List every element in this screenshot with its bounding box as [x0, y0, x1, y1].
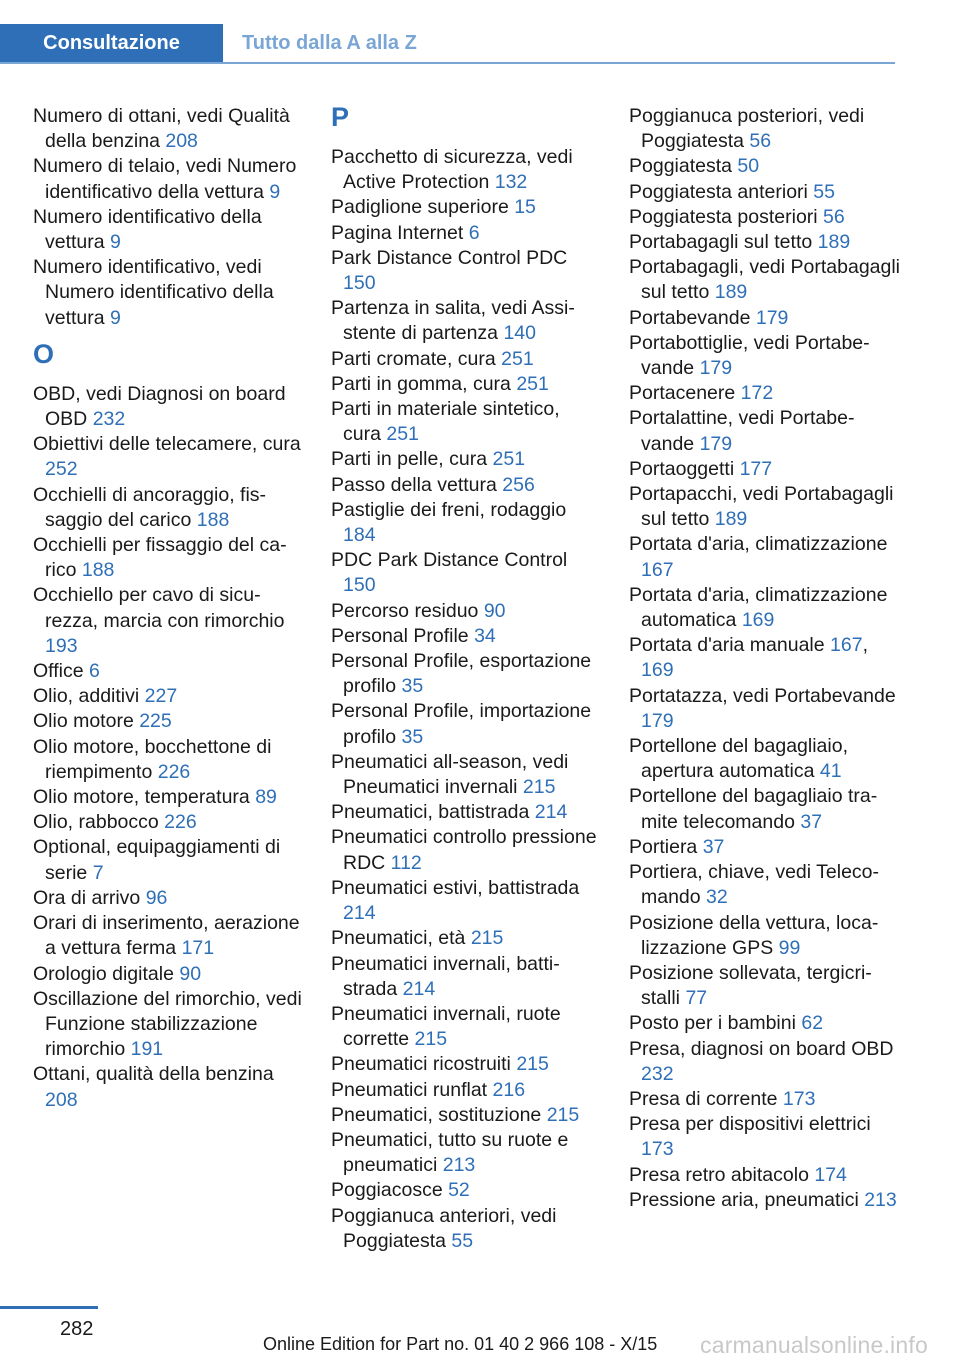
- index-entry: [629, 734, 901, 784]
- index-entry-text: Poggianuca posteriori, vedi Poggiatesta: [629, 105, 865, 153]
- index-entry: [331, 699, 603, 749]
- index-entry-text: Personal Profile, importazione profilo: [331, 700, 592, 748]
- index-column-2: [331, 104, 603, 1254]
- index-entry-text: Pneumatici, battistrada: [331, 801, 535, 824]
- index-entry: [33, 987, 305, 1063]
- index-entry-text: Padiglione superiore: [331, 196, 515, 219]
- index-entry: [33, 533, 305, 583]
- page-reference-link[interactable]: 32: [706, 886, 728, 909]
- page-reference-link[interactable]: 214: [534, 801, 568, 824]
- page-reference-link[interactable]: 179: [699, 432, 733, 455]
- index-entry-text: Pneumatici invernali, battistrada: [331, 952, 560, 1000]
- page-reference-link[interactable]: 215: [516, 1053, 549, 1076]
- page-reference-link[interactable]: 179: [755, 306, 789, 329]
- page-reference-link[interactable]: 189: [714, 508, 748, 531]
- edition-note: Online Edition for Part no. 01 40 2 966 108 - X/15: [263, 1334, 658, 1354]
- index-entry-text: Ora di arrivo: [33, 886, 146, 909]
- index-entry-text: Presa retro abitacolo: [629, 1163, 815, 1186]
- page-header: [0, 24, 895, 64]
- index-entry-text: Portabagagli sul tetto: [629, 231, 818, 254]
- page-number: 282: [60, 1318, 94, 1340]
- page-reference-link[interactable]: 6: [468, 221, 480, 244]
- index-entry-text: Parti cromate, cura: [331, 347, 502, 370]
- index-entry: [33, 432, 305, 482]
- index-entry: [331, 447, 603, 472]
- index-entry-text: Poggiatesta posteriori: [629, 205, 824, 228]
- page-reference-link[interactable]: 173: [641, 1138, 674, 1161]
- index-entry: [331, 145, 603, 195]
- index-entry: [629, 1011, 901, 1036]
- index-entry: Portata d'aria manuale 167, 169: [629, 634, 868, 682]
- page-reference-link[interactable]: 41: [819, 760, 842, 783]
- index-entry-text: Pneumatici ricostruiti: [331, 1053, 517, 1076]
- index-entry-text: Portata d'aria, climatizzazione automatica: [629, 583, 888, 632]
- page-reference-link[interactable]: 227: [144, 685, 178, 708]
- index-entry: [331, 397, 603, 447]
- index-entry: [331, 473, 603, 498]
- index-entry-text: Posto per i bambini: [629, 1012, 802, 1035]
- index-entry: [33, 382, 305, 432]
- index-entry: [629, 835, 901, 860]
- page-reference-link[interactable]: 215: [414, 1028, 448, 1051]
- page-reference-link[interactable]: 251: [516, 372, 549, 395]
- footer-rule: [0, 1306, 98, 1309]
- index-entry: [629, 406, 901, 456]
- index-entry-text: Portalattine, vedi Portabevande: [629, 407, 855, 455]
- index-entry: [629, 457, 901, 482]
- index-entry-text: Pressione aria, pneumatici: [629, 1188, 865, 1211]
- index-entry: [33, 659, 305, 684]
- index-entry: [629, 1087, 901, 1112]
- index-entry: [629, 684, 901, 734]
- page-reference-link[interactable]: 37: [800, 810, 823, 833]
- index-entry-text: Portapacchi, vedi Portabagagli sul tetto: [629, 483, 894, 531]
- page-reference-link[interactable]: 9: [269, 180, 281, 203]
- index-entry: [629, 482, 901, 532]
- index-entry: [33, 205, 305, 255]
- index-entry-text: Poggianuca anteriori, vedi Poggiatesta: [331, 1204, 557, 1252]
- page-reference-link[interactable]: 189: [714, 281, 748, 304]
- index-entry-text: Presa per dispositivi elettrici: [629, 1113, 871, 1136]
- page-reference-link[interactable]: 99: [778, 936, 801, 959]
- page-reference-link[interactable]: 62: [801, 1012, 824, 1035]
- index-entry: [331, 347, 603, 372]
- index-entry-text: Pneumatici, sostituzione: [331, 1103, 547, 1126]
- page-reference-link[interactable]: 96: [145, 886, 168, 909]
- index-entry-text: Ottani, qualità della benzina: [33, 1063, 274, 1086]
- index-entry: [331, 246, 603, 296]
- index-entry: [33, 709, 305, 734]
- index-entry-text: Parti in gomma, cura: [331, 372, 517, 395]
- index-entry: [629, 230, 901, 255]
- index-entry: [33, 785, 305, 810]
- index-entry: [33, 483, 305, 533]
- page-reference-link[interactable]: 216: [492, 1078, 526, 1101]
- page-reference-link[interactable]: 208: [165, 130, 198, 153]
- index-entry: [331, 1002, 603, 1052]
- page-reference-link[interactable]: 35: [401, 675, 424, 698]
- page-reference-link[interactable]: 7: [92, 861, 104, 884]
- page-reference-link[interactable]: 9: [110, 231, 121, 254]
- index-entry: [33, 735, 305, 785]
- index-entry: [331, 1103, 603, 1128]
- index-entry: [331, 1128, 603, 1178]
- page-reference-link[interactable]: 167: [830, 634, 863, 657]
- index-entry-text: Pneumatici controllo pressione RDC: [331, 826, 597, 874]
- page-reference-link[interactable]: 251: [492, 448, 526, 471]
- index-entry-text: Personal Profile: [331, 624, 475, 647]
- index-entry: [629, 1163, 901, 1188]
- index-entry: [33, 684, 305, 709]
- page-reference-link[interactable]: 215: [546, 1103, 580, 1126]
- page-reference-link[interactable]: 215: [522, 776, 556, 799]
- index-entry: [629, 961, 901, 1011]
- index-entry: [629, 255, 901, 305]
- index-entry: [331, 750, 603, 800]
- index-entry: [331, 498, 603, 548]
- index-entry-text: Portata d'aria manuale: [629, 634, 831, 657]
- index-entry-text: Olio, additivi: [33, 685, 145, 708]
- index-entry: [33, 583, 305, 659]
- index-entry-text: Posizione della vettura, localizzazione GPS: [629, 911, 879, 959]
- page-reference-link[interactable]: 140: [503, 322, 536, 345]
- index-entry-text: Occhielli per fissaggio del carico: [33, 534, 287, 582]
- page-reference-link[interactable]: 55: [813, 180, 835, 203]
- index-entry: [629, 331, 901, 381]
- index-entry-text: Orologio digitale: [33, 962, 180, 985]
- page-reference-link[interactable]: 150: [343, 272, 376, 295]
- index-entry-text: Poggiatesta: [629, 155, 738, 178]
- index-entry-text: OBD, vedi Diagnosi on board OBD: [33, 382, 286, 431]
- page-reference-link[interactable]: 226: [157, 760, 191, 783]
- page-reference-link[interactable]: 77: [685, 987, 708, 1010]
- index-entry: [33, 154, 305, 204]
- index-entry-text: Pneumatici invernali, ruote corrette: [331, 1002, 561, 1051]
- page-reference-link[interactable]: 188: [196, 508, 230, 531]
- index-entry: [629, 1188, 901, 1213]
- index-column-1: [33, 104, 305, 1113]
- index-entry: [629, 911, 901, 961]
- page-reference-link[interactable]: 169: [741, 609, 775, 632]
- index-entry-text: Numero identificativo della vettura: [33, 205, 262, 254]
- page-reference-link[interactable]: 256: [502, 473, 535, 496]
- page-reference-link[interactable]: 6: [89, 660, 100, 683]
- index-entry: [331, 599, 603, 624]
- index-entry-text: Parti in materiale sintetico, cura: [331, 398, 560, 446]
- page-reference-link[interactable]: 173: [782, 1087, 816, 1110]
- index-entry: [331, 1052, 603, 1077]
- page-reference-link[interactable]: 172: [740, 382, 774, 405]
- page-reference-link[interactable]: 35: [401, 725, 424, 748]
- index-entry: [33, 835, 305, 885]
- index-entry: [629, 784, 901, 834]
- index-entry: [331, 800, 603, 825]
- page-reference-link[interactable]: 9: [110, 306, 121, 329]
- index-entry: [331, 548, 603, 598]
- index-entry-text: Portabottiglie, vedi Portabevande: [629, 331, 870, 380]
- index-entry-text: Poggiatesta anteriori: [629, 180, 814, 203]
- index-entry: [331, 296, 603, 346]
- index-entry-text: Portaoggetti: [629, 457, 740, 480]
- page-reference-link[interactable]: 179: [699, 357, 733, 380]
- index-entry: [629, 1037, 901, 1087]
- page-reference-link[interactable]: 37: [702, 835, 725, 858]
- index-entry-text: Portellone del bagagliaio tramite telecomando: [629, 785, 878, 833]
- index-entry-text: Passo della vettura: [331, 473, 503, 496]
- index-entry: [629, 583, 901, 633]
- index-entry-text: Pacchetto di sicurezza, vedi Active Protection: [331, 146, 573, 194]
- page-reference-link[interactable]: 191: [130, 1038, 164, 1061]
- page-reference-link[interactable]: 150: [343, 574, 376, 597]
- index-entry: [331, 825, 603, 875]
- index-entry-text: Numero identificativo, vedi Numero identificativo della vettura: [33, 256, 274, 329]
- page-reference-link[interactable]: 34: [474, 624, 496, 647]
- index-entry-text: Office: [33, 660, 89, 683]
- page-reference-link[interactable]: 52: [448, 1179, 470, 1202]
- page-reference-link[interactable]: 232: [92, 408, 126, 431]
- index-entry-text: PDC Park Distance Control: [331, 549, 568, 572]
- index-entry-text: Olio, rabbocco: [33, 811, 165, 834]
- index-entry: [33, 886, 305, 911]
- index-entry-text: Pneumatici estivi, battistrada: [331, 876, 580, 899]
- page-reference-link[interactable]: 214: [402, 977, 436, 1000]
- page-reference-link[interactable]: 132: [494, 171, 528, 194]
- page-reference-link[interactable]: 251: [501, 347, 534, 370]
- index-entry-text: Personal Profile, esportazione profilo: [331, 650, 592, 698]
- index-entry: [33, 1062, 305, 1112]
- page-reference-link[interactable]: 56: [749, 130, 772, 153]
- page-reference-link[interactable]: 50: [737, 155, 760, 178]
- page-reference-link[interactable]: 177: [739, 457, 773, 480]
- page-reference-link[interactable]: 112: [390, 851, 422, 874]
- index-entry-text: Portellone del bagagliaio, apertura automatica: [629, 735, 848, 783]
- index-entry-text: Pagina Internet: [331, 221, 469, 244]
- page-reference-link[interactable]: 15: [514, 196, 536, 219]
- index-entry: [331, 876, 603, 926]
- index-entry: [331, 952, 603, 1002]
- page-reference-link[interactable]: 225: [139, 710, 172, 733]
- page-reference-link[interactable]: 184: [343, 524, 376, 547]
- index-entry: [331, 1178, 603, 1203]
- index-entry-text: Parti in pelle, cura: [331, 448, 493, 471]
- index-entry: [629, 1112, 901, 1162]
- index-entry: [331, 372, 603, 397]
- index-entry: [629, 381, 901, 406]
- index-entry-text: Orari di inserimento, aerazione a vettura ferma: [33, 912, 300, 960]
- page-reference-link[interactable]: 167: [641, 558, 674, 581]
- index-entry-text: Partenza in salita, vedi Assistente di partenza: [331, 297, 575, 345]
- page-reference-link[interactable]: 213: [864, 1188, 897, 1211]
- index-entry-text: Numero di telaio, vedi Numero identificativo della vettura: [33, 155, 297, 203]
- index-entry: [629, 205, 901, 230]
- page-reference-link[interactable]: 90: [179, 962, 202, 985]
- index-entry-text: Olio motore, temperatura: [33, 786, 256, 809]
- index-entry: [33, 962, 305, 987]
- index-entry-text: Pneumatici all-season, vedi Pneumatici invernali: [331, 750, 569, 799]
- index-entry-text: Numero di ottani, vedi Qualità della benzina: [33, 105, 290, 153]
- index-letter-heading: P: [331, 102, 350, 132]
- index-entry: [331, 1204, 603, 1254]
- section-tab-tutto-dalla-a-alla-z[interactable]: Tutto dalla A alla Z: [242, 32, 417, 54]
- watermark: carmanualsonline.info: [700, 1332, 928, 1358]
- index-entry: [331, 221, 603, 246]
- index-entry-text: Presa di corrente: [629, 1087, 783, 1110]
- page-reference-link[interactable]: 208: [45, 1088, 78, 1111]
- index-entry-text: Posizione sollevata, tergicristalli: [629, 961, 872, 1010]
- index-entry: [629, 180, 901, 205]
- index-entry-text: Park Distance Control PDC: [331, 246, 568, 269]
- index-entry-text: Olio motore: [33, 710, 140, 733]
- index-entry: [629, 154, 901, 179]
- page-reference-link[interactable]: 55: [451, 1229, 474, 1252]
- index-entry: [331, 1078, 603, 1103]
- page-reference-link[interactable]: 252: [45, 458, 78, 481]
- page-reference-link[interactable]: 56: [823, 205, 845, 228]
- index-entry: [629, 532, 901, 582]
- page-reference-link[interactable]: 169: [641, 659, 674, 682]
- index-entry-text: Presa, diagnosi on board OBD: [629, 1037, 894, 1060]
- index-entry-text: Percorso residuo: [331, 599, 484, 622]
- index-entry: [629, 860, 901, 910]
- page-reference-link[interactable]: 179: [641, 709, 674, 732]
- page-reference-link[interactable]: 89: [255, 786, 277, 809]
- index-entry: [33, 810, 305, 835]
- index-entry: [629, 104, 901, 154]
- page-reference-link[interactable]: 214: [343, 902, 376, 925]
- index-entry: [331, 649, 603, 699]
- index-entry-text: Poggiacosce: [331, 1179, 449, 1202]
- index-entry-text: Occhiello per cavo di sicurezza, marcia con rimorchio: [33, 584, 285, 632]
- index-entry: [33, 911, 305, 961]
- index-entry: [33, 104, 305, 154]
- index-entry-text: Portata d'aria, climatizzazione: [629, 533, 888, 556]
- page-reference-link[interactable]: 189: [817, 231, 851, 254]
- page-reference-link[interactable]: 193: [45, 634, 78, 657]
- index-entry: [331, 926, 603, 951]
- page-reference-link[interactable]: 213: [442, 1154, 476, 1177]
- index-entry: [331, 195, 603, 220]
- index-entry: [629, 306, 901, 331]
- index-entry-text: Pneumatici runflat: [331, 1078, 493, 1101]
- index-entry-text: Pneumatici, tutto su ruote e pneumatici: [331, 1128, 569, 1177]
- page-reference-link[interactable]: 171: [181, 937, 215, 960]
- index-entry-text: Optional, equipaggiamenti di serie: [33, 836, 281, 884]
- index-entry-text: Pastiglie dei freni, rodaggio: [331, 498, 567, 521]
- index-entry: [33, 255, 305, 331]
- section-tab-consultazione[interactable]: Consultazione: [0, 24, 223, 62]
- page-reference-link[interactable]: 90: [483, 599, 506, 622]
- index-entry-text: Portiera: [629, 835, 703, 858]
- page-reference-link[interactable]: 232: [641, 1062, 674, 1085]
- index-entry-text: Olio motore, bocchettone di riempimento: [33, 735, 272, 783]
- index-entry-text: Oscillazione del rimorchio, vedi Funzione stabilizzazione rimorchio: [33, 987, 302, 1061]
- index-entry: [331, 624, 603, 649]
- index-entry-text: Pneumatici, età: [331, 927, 471, 950]
- page-reference-link[interactable]: 251: [386, 423, 419, 446]
- page-reference-link[interactable]: 174: [814, 1163, 847, 1186]
- index-entry-text: Obiettivi delle telecamere, cura: [33, 433, 301, 456]
- page-reference-link[interactable]: 188: [81, 559, 115, 582]
- index-entry-text: Portiera, chiave, vedi Telecomando: [629, 861, 880, 909]
- index-letter-heading: O: [33, 338, 55, 369]
- page-reference-link[interactable]: 226: [164, 811, 197, 834]
- index-entry-text: Portabagagli, vedi Portabagagli sul tetto: [629, 256, 901, 304]
- index-entry-text: Portacenere: [629, 382, 741, 405]
- index-entry-text: Portabevande: [629, 306, 756, 329]
- index-column-3: [629, 104, 901, 1213]
- index-entry-text: Occhielli di ancoraggio, fissaggio del carico: [33, 483, 267, 531]
- index-entry-text: Portatazza, vedi Portabevande: [629, 684, 896, 707]
- page-reference-link[interactable]: 215: [470, 927, 504, 950]
